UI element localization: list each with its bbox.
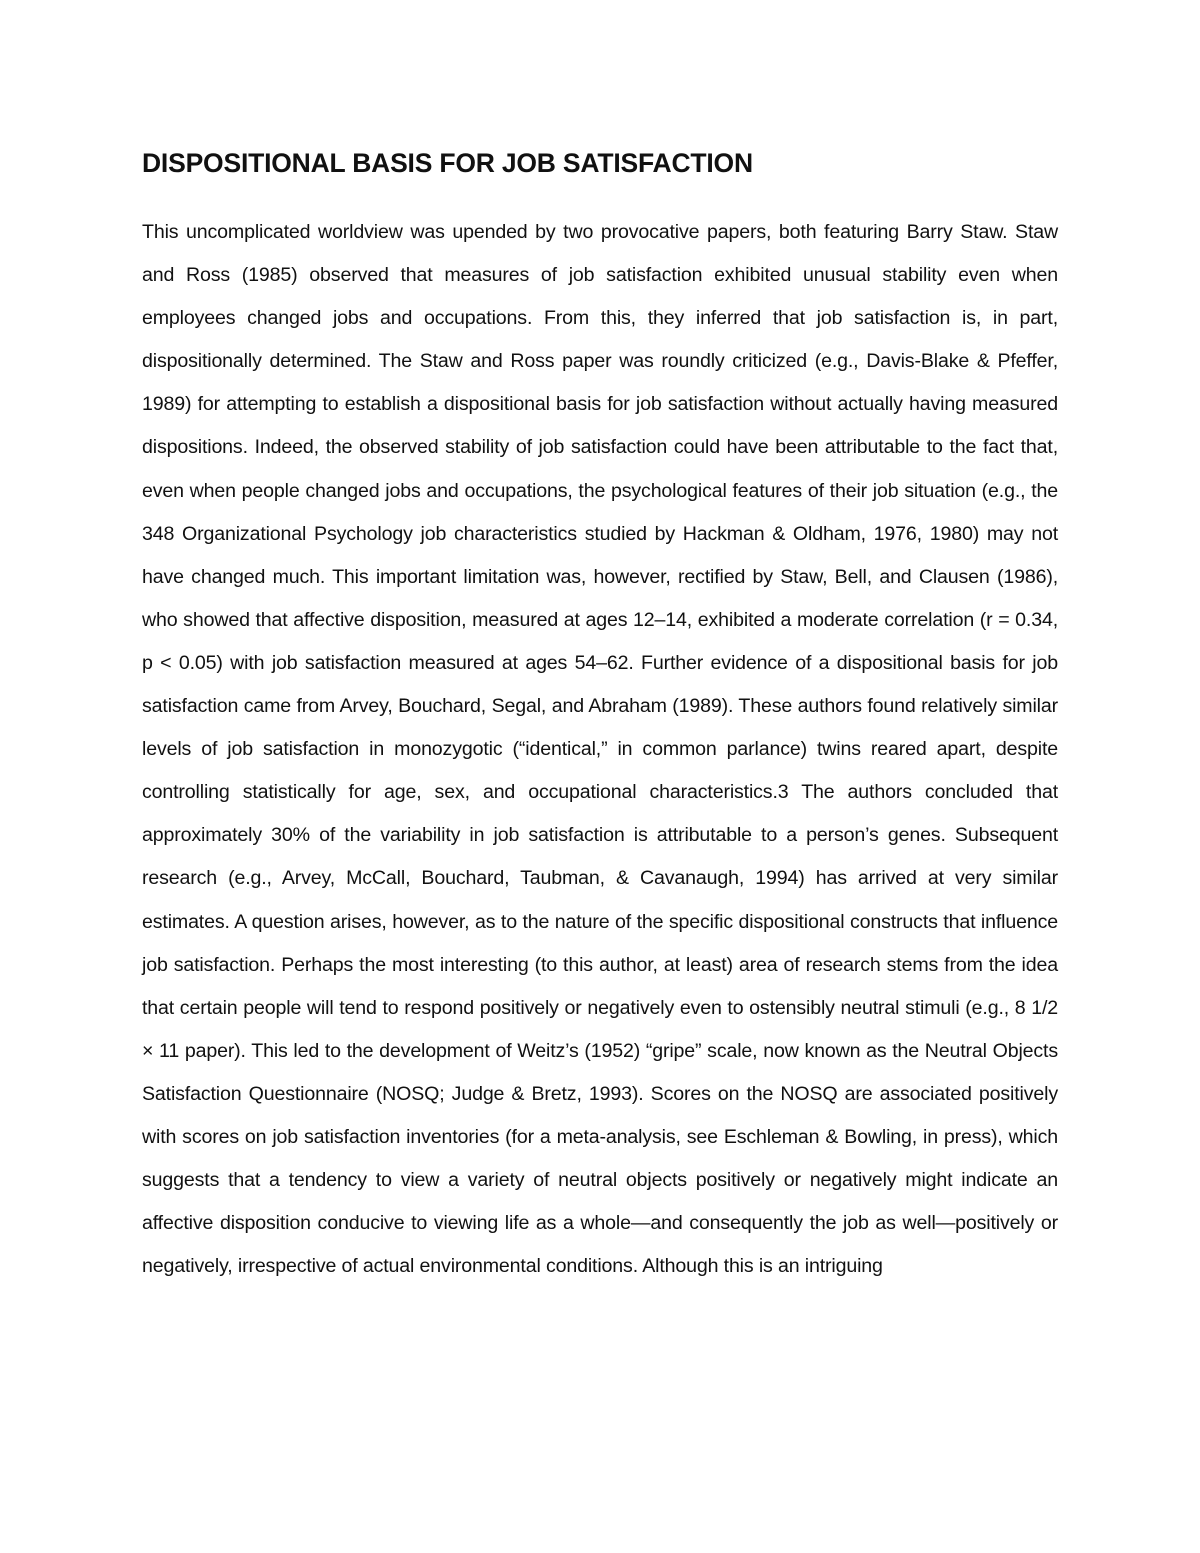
section-heading: DISPOSITIONAL BASIS FOR JOB SATISFACTION: [142, 148, 753, 178]
body-paragraph: This uncomplicated worldview was upended by two provocative papers, both featuring Barry Staw. Staw and Ross (1985) observed that measures of job satisfaction exhibited unusual stability even when employees changed jobs and occupations. From this, they inferred that job satisfaction is, in part, dispositionally determined. The Staw and Ross paper was roundly criticized (e.g., Davis-Blake & Pfeffer, 1989) for attempting to establish a dispositional basis for job satisfaction without actually having measured dispositions. Indeed, the observed stability of job satisfaction could have been attributable to the fact that, even when people changed jobs and occupations, the psychological features of their job situation (e.g., the 348 Organizational Psychology job characteristics studied by Hackman & Oldham, 1976, 1980) may not have changed much. This important limitation was, however, rectified by Staw, Bell, and Clausen (1986), who showed that affective disposition, measured at ages 12–14, exhibited a moderate correlation (r = 0.34, p < 0.05) with job satisfaction measured at ages 54–62. Further evidence of a dispositional basis for job satisfaction came from Arvey, Bouchard, Segal, and Abraham (1989). These authors found relatively similar levels of job satisfaction in monozygotic (“identical,” in common parlance) twins reared apart, despite controlling statistically for age, sex, and occupational characteristics.3 The authors concluded that approximately 30% of the variability in job satisfaction is attributable to a person’s genes. Subsequent research (e.g., Arvey, McCall, Bouchard, Taubman, & Cavanaugh, 1994) has arrived at very similar estimates. A question arises, however, as to the nature of the specific dispositional constructs that influence job satisfaction. Perhaps the most interesting (to this author, at least) area of research stems from the idea that certain people will tend to respond positively or negatively even to ostensibly neutral stimuli (e.g., 8 1/2 × 11 paper). This led to the development of Weitz’s (1952) “gripe” scale, now known as the Neutral Objects Satisfaction Questionnaire (NOSQ; Judge & Bretz, 1993). Scores on the NOSQ are associated positively with scores on job satisfaction inventories (for a meta-analysis, see Eschleman & Bowling, in press), which suggests that a tendency to view a variety of neutral objects positively or negatively might indicate an affective disposition conducive to viewing life as a whole—and consequently the job as well—positively or negatively, irrespective of actual environmental conditions. Although this is an intriguing: [142, 221, 1058, 1278]
document-content: [142, 145, 1058, 1288]
